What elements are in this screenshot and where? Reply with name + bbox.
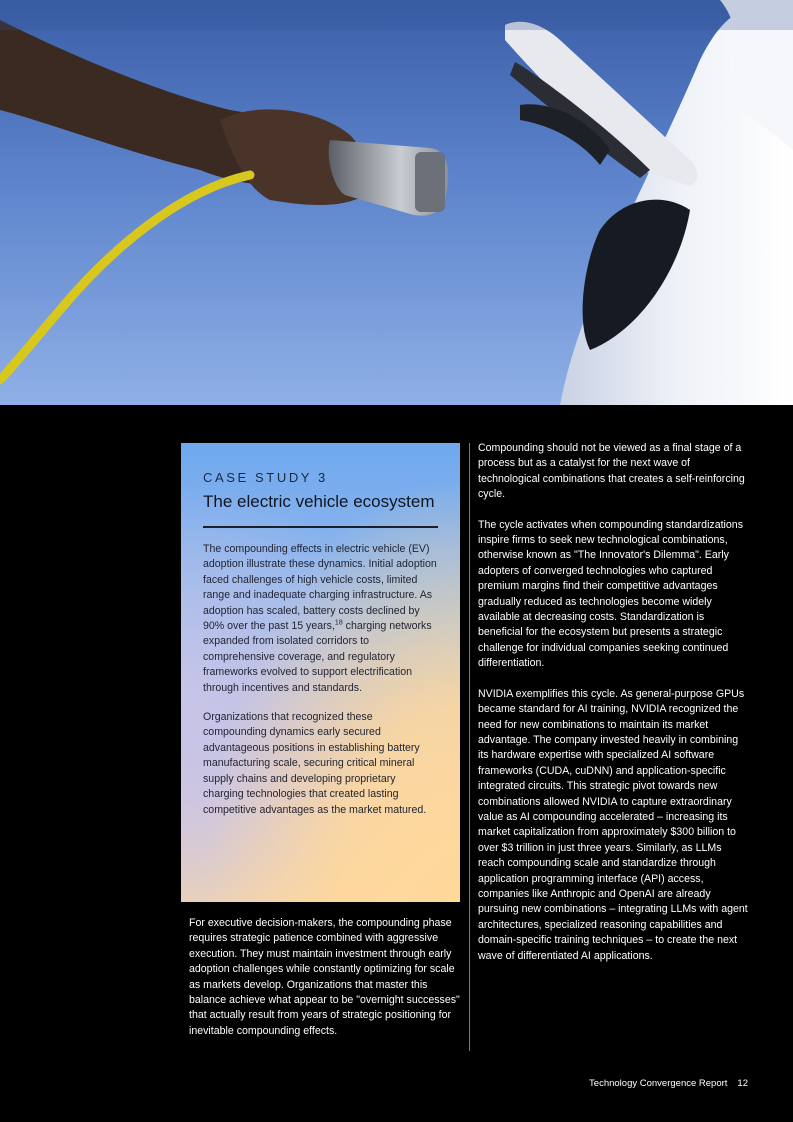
left-paragraph-1: For executive decision-makers, the compounding phase requires strategic patience combined with aggressive execution. They must maintain investment through early adoption challenges while constantly optimizing for scale as markets develop. Organizations that master this balance achieve what appear to be "overnight successes" that actually result from years of strategic positioning for inevitable compounding effects. [189,917,460,1037]
page-footer [589,1078,748,1089]
case-study-paragraph-1-text-a: The compounding effects in electric vehicle (EV) adoption illustrate these dynamics. Initial adoption faced challenges of high vehicle costs, limited range and inadequate charging infrastructure. As adoption has scaled, battery costs declined by 90% over the past 15 years, [203,543,437,633]
case-study-label: CASE STUDY 3 [203,470,328,485]
case-study-paragraph-1 [203,542,438,696]
footnote-marker: 18 [334,619,343,627]
case-study-paragraph-1-text-b: charging networks expanded from isolated corridors to comprehensive coverage, and regulatory frameworks evolved to support electrification through incentives and standards. [203,620,432,694]
case-study-paragraph-2: Organizations that recognized these compounding dynamics early secured advantageous positions in establishing battery manufacturing scale, securing critical mineral supply chains and developing proprietary charging technologies that created lasting competitive advantages as the market matured. [203,711,427,816]
case-study-divider [203,526,438,528]
case-study-box [181,443,460,902]
ev-charging-photo-icon [0,0,793,405]
hero-photo [0,0,793,405]
right-paragraph-3: NVIDIA exemplifies this cycle. As general-purpose GPUs became standard for AI training, NVIDIA recognized the need for new combinations to maintain its market advantage. The company invested heavily in combining its hardware expertise with specialized AI software frameworks (CUDA, cuDNN) and application-specific integrated circuits. This strategic pivot towards new combinations allowed NVIDIA to capture extraordinary value as AI compounding accelerated – increasing its market capitalization from approximately $300 billion to over $3 trillion in just three years. Similarly, as LLMs reach compounding scale and standardize through application programming interface (API) access, companies like Anthropic and OpenAI are already pursuing new combinations – integrating LLMs with agent architectures, specialized reasoning capabilities and domain-specific training techniques – to create the next wave of differentiated AI applications. [478,687,748,962]
case-study-title: The electric vehicle ecosystem [203,492,435,511]
right-column-text [478,441,750,979]
footer-report-title: Technology Convergence Report [589,1078,728,1089]
right-paragraph-2: The cycle activates when compounding standardizations inspire firms to seek new technological combinations, otherwise known as "The Innovator's Dilemma". Early adopters of converged technologies who captured premium margins find their competitive advantages gradually reduced as technologies become widely available at decreasing costs. Standardization is beneficial for the ecosystem but presents a strategic challenge for individual companies seeking continued differentiation. [478,518,743,670]
left-column-text [189,916,461,1039]
column-divider [469,443,470,1051]
right-paragraph-1: Compounding should not be viewed as a final stage of a process but as a catalyst for the next wave of technological combinations that creates a self-reinforcing cycle. [478,442,745,501]
page-number: 12 [737,1078,748,1089]
